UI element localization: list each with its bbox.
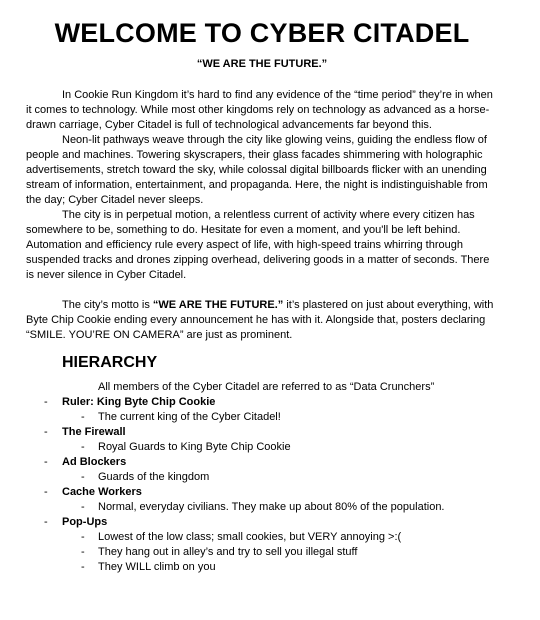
rank-description-text: They WILL climb on you (98, 561, 216, 573)
bullet-glyph: - (44, 456, 48, 468)
dash-glyph: - (81, 441, 85, 453)
hierarchy-rank (0, 515, 540, 530)
rank-description (0, 560, 540, 575)
dash-glyph: - (81, 501, 85, 513)
dash-glyph: - (81, 471, 85, 483)
bullet-glyph: - (44, 486, 48, 498)
dash-glyph: - (81, 531, 85, 543)
rank-description (0, 470, 540, 485)
hierarchy-intro: All members of the Cyber Citadel are referred to as “Data Crunchers” (98, 381, 435, 393)
rank-name: Ruler: King Byte Chip Cookie (62, 396, 216, 408)
rank-name: Pop-Ups (62, 516, 108, 528)
rank-description (0, 440, 540, 455)
rank-description (0, 545, 540, 560)
hierarchy-list (0, 380, 540, 575)
motto-bold-text: “WE ARE THE FUTURE.” (152, 299, 284, 311)
dash-glyph: - (81, 546, 85, 558)
dash-glyph: - (81, 561, 85, 573)
hierarchy-rank (0, 485, 540, 500)
rank-description-text: The current king of the Cyber Citadel! (98, 411, 281, 423)
rank-description-text: Lowest of the low class; small cookies, but VERY annoying >:( (98, 531, 402, 543)
dash-glyph: - (81, 411, 85, 423)
bullet-glyph: - (44, 396, 48, 408)
bullet-glyph: - (44, 516, 48, 528)
bullet-glyph: - (44, 426, 48, 438)
paragraph-1: In Cookie Run Kingdom it’s hard to find any evidence of the “time period” they’re in when it comes to technology. While most other kingdoms rely on technology as advanced as a horse-drawn carriage, Cyber Citadel is full of technological advancements far beyond this. (26, 89, 493, 131)
paragraph-3: The city is in perpetual motion, a relentless current of activity where every citizen has somewhere to be, something to do. Hesitate for even a moment, and you'll be left behind. Automation and efficiency rule every aspect of life, with high-speed trains whirring through suspended tracks and drones zipping overhead, delivering goods in a matter of seconds. There is never silence in Cyber Citadel. (26, 209, 490, 281)
intro-body (26, 88, 500, 343)
rank-name: Cache Workers (62, 486, 142, 498)
hierarchy-rank (0, 425, 540, 440)
rank-description-text: Guards of the kingdom (98, 471, 210, 483)
rank-description-text: Normal, everyday civilians. They make up about 80% of the population. (98, 501, 445, 513)
motto-subtitle: “WE ARE THE FUTURE.” (196, 58, 328, 70)
hierarchy-heading: HIERARCHY (62, 354, 158, 371)
rank-description (0, 530, 540, 545)
rank-description-text: They hang out in alley’s and try to sell you illegal stuff (98, 546, 358, 558)
motto-lead-text: The city’s motto is (62, 299, 153, 311)
rank-name: The Firewall (62, 426, 126, 438)
rank-description (0, 500, 540, 515)
hierarchy-rank (0, 395, 540, 410)
rank-description-text: Royal Guards to King Byte Chip Cookie (98, 441, 291, 453)
paragraph-4 (26, 298, 500, 343)
page-title: WELCOME TO CYBER CITADEL (54, 18, 470, 48)
rank-description (0, 410, 540, 425)
motto-tail-text: it’s plastered on just about everything, with Byte Chip Cookie ending every announcement he has with it. Alongside that, posters declaring “SMILE. YOU’RE ON CAMERA” are just as prominent. (26, 299, 494, 341)
rank-name: Ad Blockers (62, 456, 127, 468)
paragraph-2: Neon-lit pathways weave through the city like glowing veins, guiding the endless flow of people and machines. Towering skyscrapers, their glass facades shimmering with holographic advertisements, stretch toward the sky, while colossal digital billboards flicker with an unending stream of information, entertainment, and propaganda. Here, the night is indistinguishable from the day; Cyber Citadel never sleeps. (26, 134, 488, 206)
hierarchy-rank (0, 455, 540, 470)
